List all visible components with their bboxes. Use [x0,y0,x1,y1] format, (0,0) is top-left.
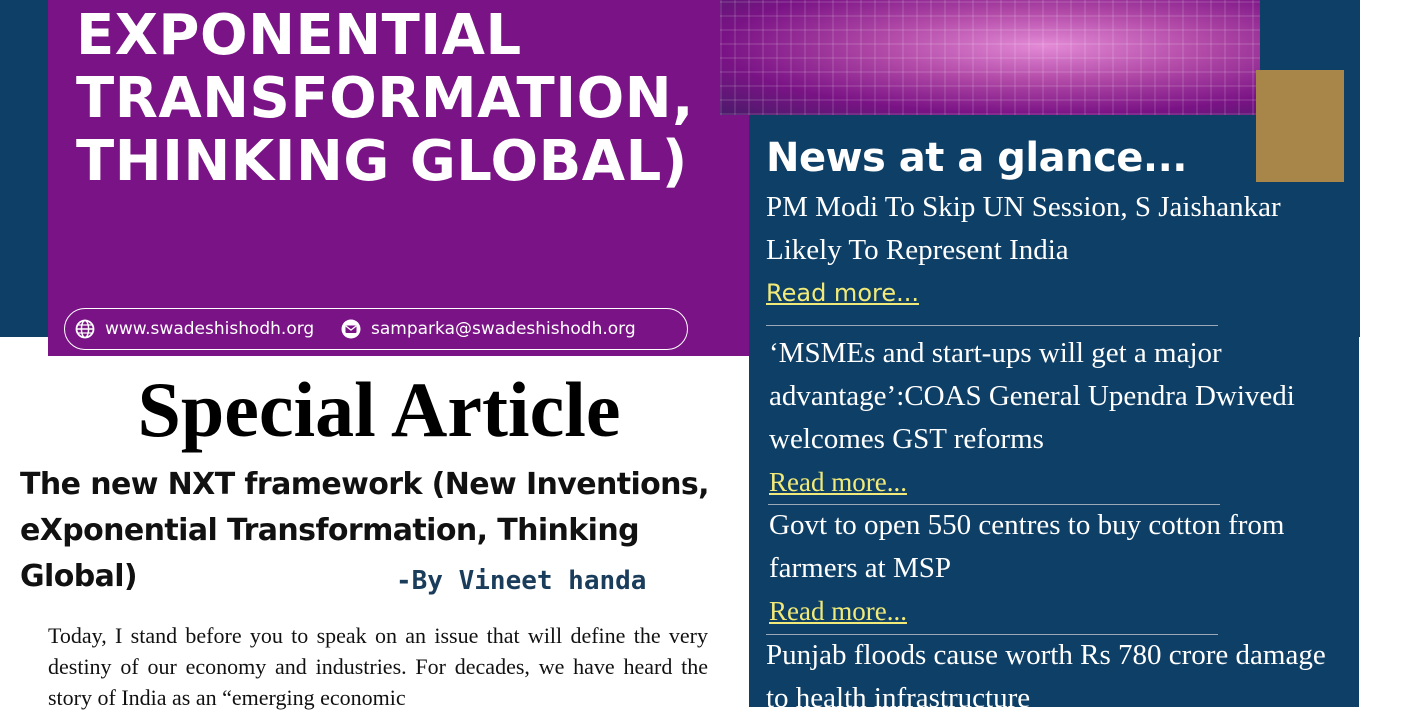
news-item [769,332,1359,501]
article-title: The new NXT framework (New Inventions, eXponential Transformation, Thinking Global) [20,467,709,594]
news-item [766,186,1356,312]
article-body: Today, I stand before you to speak on an issue that will define the very destiny of our economy and industries. For decades, we have heard the story of India as an “emerging economic [48,623,708,710]
read-more-link[interactable]: Read more... [769,467,907,497]
banner-headline-line: EXPONENTIAL [76,3,522,68]
banner-headline [76,4,694,193]
news-item-title: PM Modi To Skip UN Session, S Jaishankar Likely To Represent India [766,191,1281,266]
banner-headline-line: TRANSFORMATION, [76,66,694,131]
news-item-title: ‘MSMEs and start-ups will get a major advantage’:COAS General Upendra Dwivedi welcomes GST reforms [769,337,1295,455]
article-byline: -By Vineet handa [396,566,647,596]
banner-headline-line: THINKING GLOBAL) [76,129,688,194]
website-text: www.swadeshishodh.org [105,319,315,339]
globe-icon [75,319,95,339]
news-divider [766,325,1218,326]
email-text: samparka@swadeshishodh.org [371,319,636,339]
contact-pill [64,308,688,350]
news-item-title: Punjab floods cause worth Rs 780 crore damage to health infrastructure [766,639,1326,714]
news-heading: News at a glance... [766,135,1187,181]
website-link[interactable] [75,319,314,339]
mail-icon [341,319,361,339]
accent-square [1256,70,1344,182]
news-item [769,504,1329,630]
news-item-title: Govt to open 550 centres to buy cotton from farmers at MSP [769,509,1285,584]
read-more-link[interactable]: Read more... [769,596,907,626]
news-item [766,634,1326,720]
banner-pixel-art [720,0,1260,115]
email-link[interactable] [341,319,636,339]
read-more-link[interactable]: Read more... [766,279,919,307]
section-heading: Special Article [137,366,621,453]
